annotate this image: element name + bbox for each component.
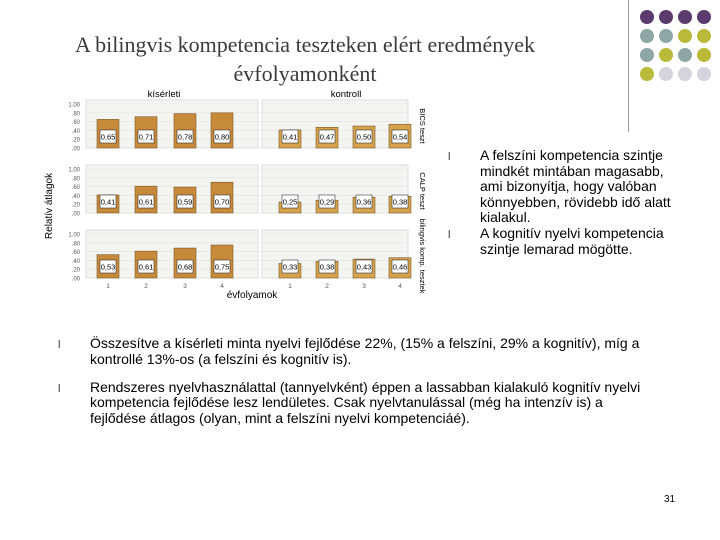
data-label: 0,41 — [100, 197, 116, 207]
x-tick-label: 4 — [398, 283, 402, 290]
x-axis-label: évfolyamok — [226, 290, 278, 301]
decorative-dot — [678, 67, 692, 81]
decorative-dot — [640, 48, 654, 62]
y-tick-label: .40 — [71, 128, 80, 135]
data-label: 0,38 — [392, 197, 408, 207]
data-label: 0,59 — [177, 197, 193, 207]
bullet-list-bottom — [58, 336, 658, 439]
x-tick-label: 4 — [220, 283, 224, 290]
column-header: kontroll — [330, 89, 362, 100]
data-label: 0,68 — [177, 262, 193, 272]
y-tick-label: .00 — [71, 276, 80, 283]
data-label: 0,36 — [356, 197, 372, 207]
bar-chart — [40, 86, 440, 326]
x-tick-label: 2 — [325, 283, 329, 290]
y-tick-label: 1.00 — [68, 167, 80, 174]
data-label: 0,70 — [214, 197, 230, 207]
x-tick-label: 3 — [183, 283, 187, 290]
data-label: 0,25 — [282, 197, 298, 207]
row-label: CALP teszt — [418, 172, 427, 210]
y-tick-label: 1.00 — [68, 102, 80, 109]
y-tick-label: .20 — [71, 202, 80, 209]
decorative-dot — [697, 48, 711, 62]
x-tick-label: 2 — [144, 283, 148, 290]
data-label: 0,50 — [356, 132, 372, 142]
decorative-dot — [697, 10, 711, 24]
decorative-dot — [659, 67, 673, 81]
decorative-dot — [678, 10, 692, 24]
bullet-icon: l — [58, 382, 61, 395]
x-tick-label: 3 — [362, 283, 366, 290]
bullet-item — [58, 336, 658, 368]
column-header: kísérleti — [147, 89, 181, 100]
y-tick-label: .60 — [71, 120, 80, 127]
data-label: 0,54 — [392, 132, 408, 142]
data-label: 0,29 — [319, 197, 335, 207]
bullet-icon: l — [58, 339, 61, 351]
y-tick-label: .40 — [71, 193, 80, 200]
data-label: 0,46 — [392, 262, 408, 272]
data-label: 0,61 — [138, 197, 154, 207]
page-number: 31 — [664, 494, 676, 505]
bullet-item — [448, 148, 678, 226]
decorative-dot — [640, 67, 654, 81]
data-label: 0,33 — [282, 262, 298, 272]
y-tick-label: .40 — [71, 258, 80, 265]
y-tick-label: .80 — [71, 241, 80, 248]
decorative-dot — [659, 10, 673, 24]
bullet-list-right — [448, 148, 678, 257]
bullet-text: Rendszeres nyelvhasználattal (tannyelvként) éppen a lassabban kialakuló kognitív nyelvi kompetencia fejlődése lesz lendületes. Csak nyelvtanulással (még ha intenzív is) a fejlődése átlagos (olyan, mint a felszíni nyelvi kompetenciáé). — [90, 378, 641, 427]
y-tick-label: .80 — [71, 111, 80, 118]
decorative-dot — [697, 29, 711, 43]
y-tick-label: .20 — [71, 137, 80, 144]
row-label: BICS teszt — [418, 108, 427, 144]
data-label: 0,47 — [319, 132, 335, 142]
decorative-divider — [628, 0, 629, 132]
decorative-dot — [697, 67, 711, 81]
y-axis-label: Relatív átlagok — [44, 172, 55, 240]
decorative-dot — [640, 29, 654, 43]
data-label: 0,80 — [214, 132, 230, 142]
bullet-text: Összesítve a kísérleti minta nyelvi fejlődése 22%, (15% a felszíni, 29% a kognitív), míg a kontrollé 13%-os (a felszíni és kognitív is). — [90, 335, 640, 367]
bullet-icon: l — [448, 151, 451, 163]
data-label: 0,75 — [214, 262, 230, 272]
row-label: bilingvis komp. tesztek — [418, 218, 427, 294]
y-tick-label: 1.00 — [68, 232, 80, 239]
y-tick-label: .60 — [71, 185, 80, 192]
data-label: 0,38 — [319, 262, 335, 272]
page-title: A bilingvis kompetencia teszteken elért eredmények évfolyamonként — [74, 32, 535, 86]
bullet-text: A kognitív nyelvi kompetencia szintje lemarad mögötte. — [480, 224, 664, 257]
decorative-dot — [659, 29, 673, 43]
x-tick-label: 1 — [106, 283, 110, 290]
y-tick-label: .80 — [71, 176, 80, 183]
bullet-item — [58, 380, 658, 427]
decorative-dot — [640, 10, 654, 24]
x-tick-label: 1 — [288, 283, 292, 290]
y-tick-label: .00 — [71, 211, 80, 218]
decorative-dot — [678, 29, 692, 43]
bullet-icon: l — [448, 228, 451, 241]
bullet-item — [448, 226, 678, 257]
decorative-dot — [678, 48, 692, 62]
decorative-dot — [659, 48, 673, 62]
y-tick-label: .60 — [71, 250, 80, 257]
data-label: 0,71 — [138, 132, 154, 142]
data-label: 0,78 — [177, 132, 193, 142]
data-label: 0,43 — [356, 262, 372, 272]
y-tick-label: .00 — [71, 146, 80, 153]
data-label: 0,41 — [282, 132, 298, 142]
data-label: 0,65 — [100, 132, 116, 142]
data-label: 0,53 — [100, 262, 116, 272]
y-tick-label: .20 — [71, 267, 80, 274]
bullet-text: A felszíni kompetencia szintje mindkét mintában magasabb, ami bizonyítja, hogy valóban könnyebben, rövidebb idő alatt kialakul. — [480, 147, 671, 226]
data-label: 0,61 — [138, 262, 154, 272]
